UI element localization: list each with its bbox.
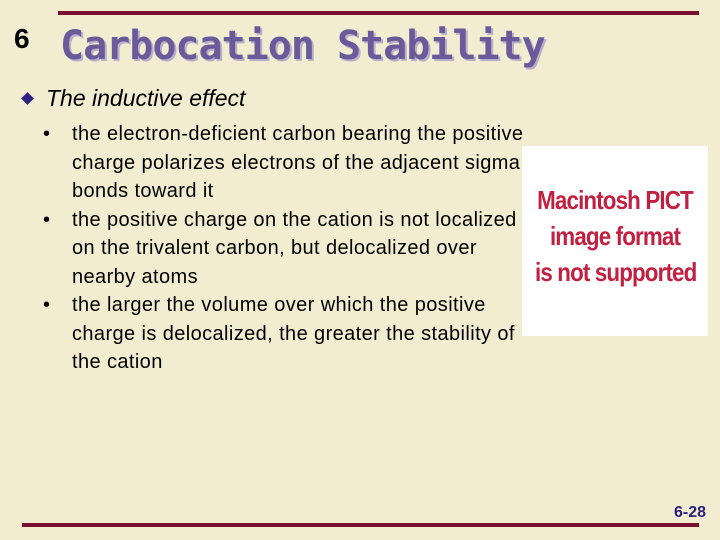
sub-bullet-text: the larger the volume over which the positive charge is delocalized, the greater the stability of the cation — [72, 294, 515, 373]
bullet-dot-icon: • — [43, 123, 51, 145]
bottom-rule — [22, 523, 699, 527]
sub-bullet-item — [36, 120, 526, 206]
sub-bullet-list — [36, 120, 526, 377]
image-placeholder-message — [535, 182, 695, 290]
main-bullet — [20, 84, 245, 112]
placeholder-line: Macintosh PICT — [537, 185, 693, 215]
chapter-number: 6 — [14, 23, 30, 54]
placeholder-line: image format — [549, 221, 681, 251]
sub-bullet-text: the electron-deficient carbon bearing the positive charge polarizes electrons of the adjacent sigma bonds toward it — [72, 123, 524, 202]
placeholder-line: is not supported — [535, 257, 697, 287]
top-rule — [58, 11, 699, 15]
sub-bullet-text: the positive charge on the cation is not localized on the trivalent carbon, but delocalized over nearby atoms — [72, 208, 517, 288]
bullet-dot-icon: • — [43, 208, 51, 231]
diamond-bullet-icon — [21, 92, 34, 105]
sub-bullet-item — [36, 291, 526, 377]
page-number: 6-28 — [673, 504, 706, 521]
main-bullet-text: The inductive effect — [46, 85, 246, 111]
sub-bullet-item — [36, 206, 526, 292]
slide-title: Carbocation Stability — [60, 23, 545, 69]
image-placeholder — [522, 146, 708, 336]
bullet-dot-icon: • — [43, 294, 51, 316]
